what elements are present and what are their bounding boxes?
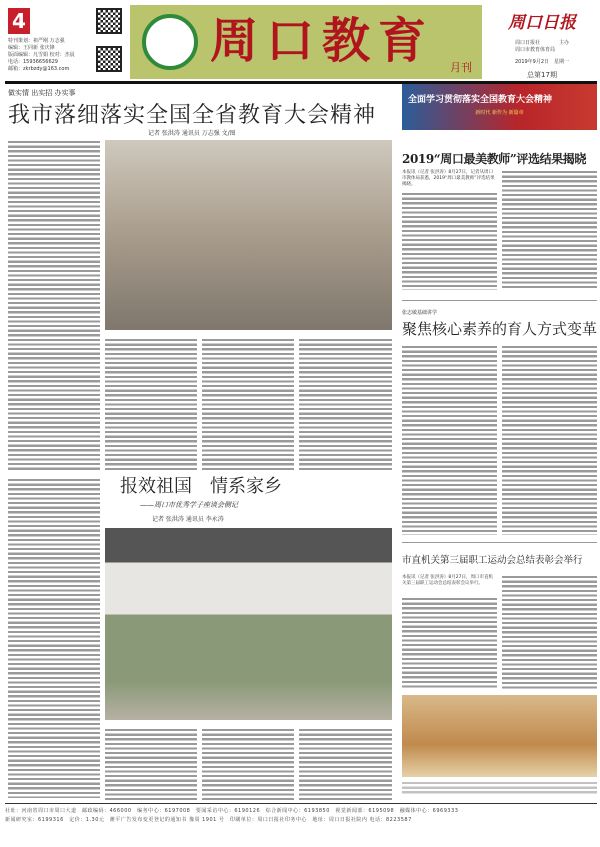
second-photo [105, 528, 392, 720]
second-body-column [299, 728, 392, 800]
staff-line: 电话：15936656629 [8, 59, 58, 65]
masthead-banner [130, 5, 482, 79]
issue-date: 2019年9月2日 星期一 [514, 59, 570, 65]
publisher-info [488, 8, 596, 80]
lead-headline: 我市落细落实全国全省教育大会精神 [8, 103, 377, 128]
banner-subtitle: 新时代 新作为 新篇章 [475, 110, 524, 116]
second-body-column [202, 728, 294, 800]
staff-line: 邮箱：zkrbzdy@163.com [8, 66, 70, 72]
second-byline: 记者 张洪涛 通讯员 李永涛 [152, 516, 224, 523]
divider [402, 542, 597, 543]
footer-line: 社址：河南省周口市周口大道 邮政编码：466000 编务中心：6197008 要闻采访中心：6190126 综合新闻中心：6193850 视觉新闻部：6195098 融媒体中心：6969333 [5, 808, 459, 814]
lecture-headline: 聚焦核心素养的育人方式变革 [402, 320, 598, 338]
footer [5, 803, 597, 825]
article-body [502, 575, 597, 690]
campaign-banner [402, 84, 597, 130]
staff-line: 编辑：王同新 张庆锋 [8, 45, 55, 51]
second-subtitle: ——周口市优秀学子座谈会侧记 [140, 501, 238, 509]
article-body [402, 345, 497, 535]
photo-caption [402, 781, 597, 795]
article-body [502, 345, 597, 535]
second-body-column [8, 478, 100, 798]
lead-kicker: 做实情 出实招 办实事 [8, 89, 76, 97]
article-body [402, 597, 497, 690]
lead-body-column [105, 338, 197, 470]
page-number: 4 [8, 8, 30, 34]
education-logo-icon [142, 14, 198, 70]
sports-meeting-headline: 市直机关第三届职工运动会总结表彰会举行 [402, 555, 583, 566]
sports-meeting-lede: 本报讯（记者 张洪涛）8月27日，周口市直机关第三届职工运动会总结表彰会议举行。 [402, 575, 494, 586]
issue-number: 总第17期 [527, 71, 557, 79]
banner-title: 全面学习贯彻落实全国教育大会精神 [408, 95, 553, 105]
teacher-award-headline: 2019“周口最美教师”评选结果揭晓 [402, 152, 587, 166]
qr-code [96, 46, 122, 72]
organizer: 周口市教育体育局 [514, 47, 555, 53]
lead-byline: 记者 张洪涛 通讯员 万志强 文/图 [148, 130, 236, 137]
teacher-award-lede: 本报讯（记者 张洪涛）8月27日，记者从周口市教体局获悉，2019“周口最美教师”评选结果揭晓。 [402, 170, 495, 187]
lead-body-column [202, 338, 294, 470]
second-body-column [105, 728, 197, 800]
article-body [502, 170, 597, 290]
frequency-label: 月刊 [450, 61, 472, 74]
masthead-title: 周口教育 [210, 13, 435, 69]
divider [402, 300, 597, 301]
second-headline: 报效祖国 情系家乡 [120, 476, 282, 497]
organizer-label: 主办 [559, 40, 570, 46]
staff-line: 版面编辑：凡雪娟 校对：杰晨 [8, 52, 75, 58]
qr-code [96, 8, 122, 34]
publisher-brand: 周口日报 [508, 13, 576, 33]
staff-line: 特刊策划：祖严刚 万志强 [8, 38, 65, 44]
lecture-kicker: 张志敏基础讲学 [402, 310, 438, 316]
organizer: 周口日报社 [514, 40, 540, 46]
staff-credits [8, 38, 93, 73]
footer-line: 新闻研究室：6199316 定价：1.30元 潍平广告发布变更登记的通知书 豫周 1901 号 印刷单位：周口日报社印务中心 地址：周口日报社院内 电话：8223587 [5, 817, 412, 823]
lead-body-column [8, 140, 100, 470]
article-body [402, 192, 497, 290]
lead-body-column [299, 338, 392, 470]
sports-meeting-photo [402, 695, 597, 777]
lead-photo [105, 140, 392, 330]
